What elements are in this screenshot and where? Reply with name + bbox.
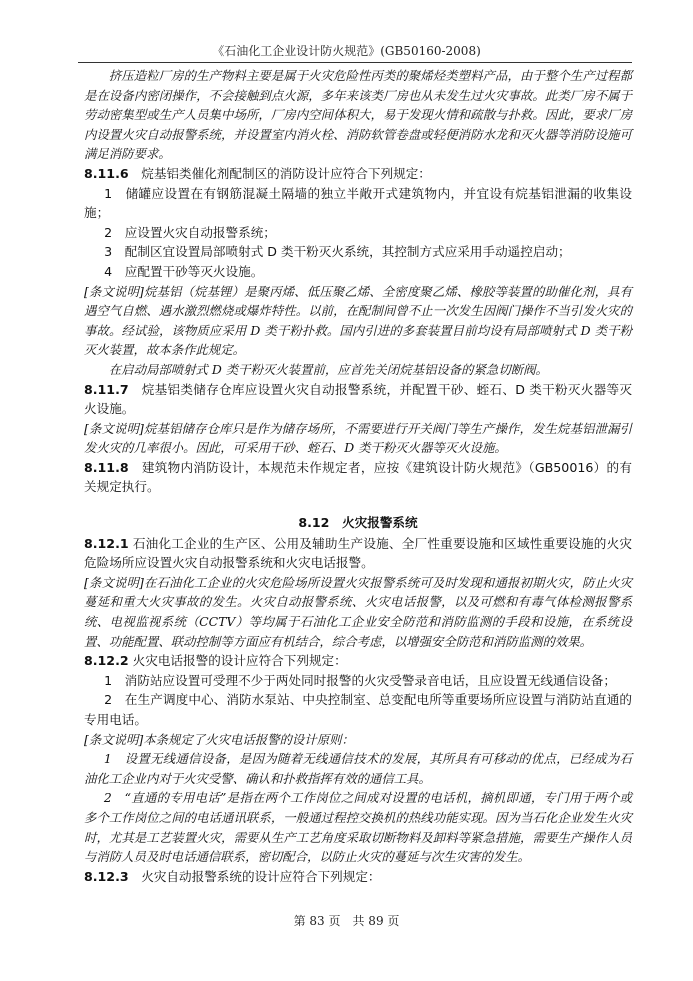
explanation-text: 烷基铝储存仓库只是作为储存场所，不需要进行开关阀门等生产操作，发生烷基铝泄漏引发火灾的几率很小。因此，可采用干砂、蛭石、D 类干粉灭火器等灭火设施。 bbox=[84, 420, 632, 456]
clause-text: 火灾电话报警的设计应符合下列规定： bbox=[132, 653, 347, 669]
explanation-label: [条文说明] bbox=[84, 731, 144, 747]
explanation-label: [条文说明] bbox=[84, 283, 144, 299]
section-heading: 8.12 火灾报警系统 bbox=[298, 515, 418, 531]
explanation-label: [条文说明] bbox=[84, 420, 144, 436]
clause-item: 2 应设置火灾自动报警系统； bbox=[104, 224, 276, 240]
clause-text: 石油化工企业的生产区、公用及辅助生产设施、全厂性重要设施和区域性重要设施的火灾危险场所应设置火灾自动报警系统和火灾电话报警。 bbox=[84, 535, 632, 571]
explanation-item: 1 设置无线通信设备，是因为随着无线通信技术的发展，其所具有可移动的优点，已经成为石油化工企业内对于火灾受警、确认和扑救指挥有效的通信工具。 bbox=[84, 751, 632, 786]
page-footer: 第 83 页 共 89 页 bbox=[293, 914, 400, 928]
explanation-item: 2 “直通的专用电话”是指在两个工作岗位之间成对设置的电话机，摘机即通，专门用于两个或多个工作岗位之间的电话通讯联系，一般通过程控交换机的热线功能实现。因为当石化企业发生火灾时，尤其是工艺装置火灾，需要从生产工艺角度采取切断物料及卸料等紧急措施，需要生产操作人员与消防人员及时电话通信联系，密切配合，以防止火灾的蔓延与次生灾害的发生。 bbox=[84, 790, 632, 865]
clause-text: 建筑物内消防设计，本规范未作规定者，应按《建筑设计防火规范》（GB50016）的有关规定执行。 bbox=[84, 459, 633, 495]
clause-text: 火灾自动报警系统的设计应符合下列规定： bbox=[141, 868, 381, 884]
clause-text: 烷基铝类催化剂配制区的消防设计应符合下列规定： bbox=[141, 165, 431, 181]
explanation-paragraph bbox=[84, 730, 632, 750]
clause-number: 8.11.6 bbox=[84, 165, 129, 181]
explanation-paragraph: 在启动局部喷射式 D 类干粉灭火装置前，应首先关闭烷基铝设备的紧急切断阀。 bbox=[108, 361, 548, 377]
page-content bbox=[84, 66, 632, 886]
clause-item: 2 在生产调度中心、消防水泵站、中央控制室、总变配电所等重要场所应设置与消防站直通的专用电话。 bbox=[84, 692, 632, 727]
explanation-paragraph bbox=[84, 419, 632, 458]
explanation-text: 在石油化工企业的火灾危险场所设置火灾报警系统可及时发现和通报初期火灾，防止火灾蔓延和重大火灾事故的发生。火灾自动报警系统、火灾电话报警，以及可燃和有毒气体检测报警系统、电视监视系统（CCTV）等均属于石油化工企业安全防范和消防监测的手段和设施，在系统设置、功能配置、联动控制等方面应有机结合，综合考虑，以增强安全防范和消防监测的效果。 bbox=[84, 574, 632, 649]
clause-8-11-7 bbox=[84, 380, 632, 419]
explanation-paragraph bbox=[84, 282, 632, 360]
clause-item: 1 储罐应设置在有钢筋混凝土隔墙的独立半敞开式建筑物内，并宜设有烷基铝泄漏的收集设施； bbox=[84, 185, 632, 221]
running-header: 《石油化工企业设计防火规范》(GB50160-2008) bbox=[212, 44, 481, 58]
clause-number: 8.12.1 bbox=[84, 535, 129, 551]
clause-item: 4 应配置干砂等灭火设施。 bbox=[104, 263, 264, 279]
clause-8-11-6 bbox=[84, 164, 632, 184]
clause-number: 8.12.3 bbox=[84, 868, 129, 884]
explanation-paragraph: 挤压造粒厂房的生产物料主要是属于火灾危险性丙类的聚烯烃类塑料产品，由于整个生产过程都是在设备内密闭操作，不会接触到点火源，多年来该类厂房也从未发生过火灾事故。此类厂房不属于劳动密集型或生产人员集中场所，厂房内空间体积大，易于发现火情和疏散与扑救。因此，要求厂房内设置火灾自动报警系统，并设置室内消火栓、消防软管卷盘或轻便消防水龙和灭火器等消防设施可满足消防要求。 bbox=[84, 68, 632, 162]
explanation-label: [条文说明] bbox=[84, 574, 144, 590]
clause-8-12-2 bbox=[84, 651, 632, 671]
header-rule bbox=[78, 62, 632, 63]
explanation-text: 烷基铝（烷基锂）是聚丙烯、低压聚乙烯、全密度聚乙烯、橡胶等装置的助催化剂，具有遇空气自燃、遇水激烈燃烧或爆炸特性。以前，在配制间曾不止一次发生因阀门操作不当引发火灾的事故。经试验，该物质应采用 D 类干粉扑救。国内引进的多套装置目前均设有局部喷射式 D 类干粉灭火装置，故本条作此规定。 bbox=[84, 283, 632, 358]
clause-text: 烷基铝类储存仓库应设置火灾自动报警系统，并配置干砂、蛭石、D 类干粉灭火器等灭火设施。 bbox=[84, 381, 633, 417]
explanation-paragraph bbox=[84, 573, 632, 651]
clause-number: 8.11.7 bbox=[84, 381, 129, 397]
clause-number: 8.12.2 bbox=[84, 653, 129, 669]
clause-8-12-3 bbox=[84, 867, 632, 887]
clause-number: 8.11.8 bbox=[84, 459, 129, 475]
explanation-text: 本条规定了火灾电话报警的设计原则： bbox=[143, 731, 354, 747]
clause-8-11-8 bbox=[84, 458, 632, 497]
clause-8-12-1 bbox=[84, 534, 632, 573]
clause-item: 3 配制区宜设置局部喷射式 D 类干粉灭火系统，其控制方式应采用手动遥控启动； bbox=[104, 244, 571, 260]
clause-item: 1 消防站应设置可受理不少于两处同时报警的火灾受警录音电话，且应设置无线通信设备； bbox=[104, 672, 616, 688]
